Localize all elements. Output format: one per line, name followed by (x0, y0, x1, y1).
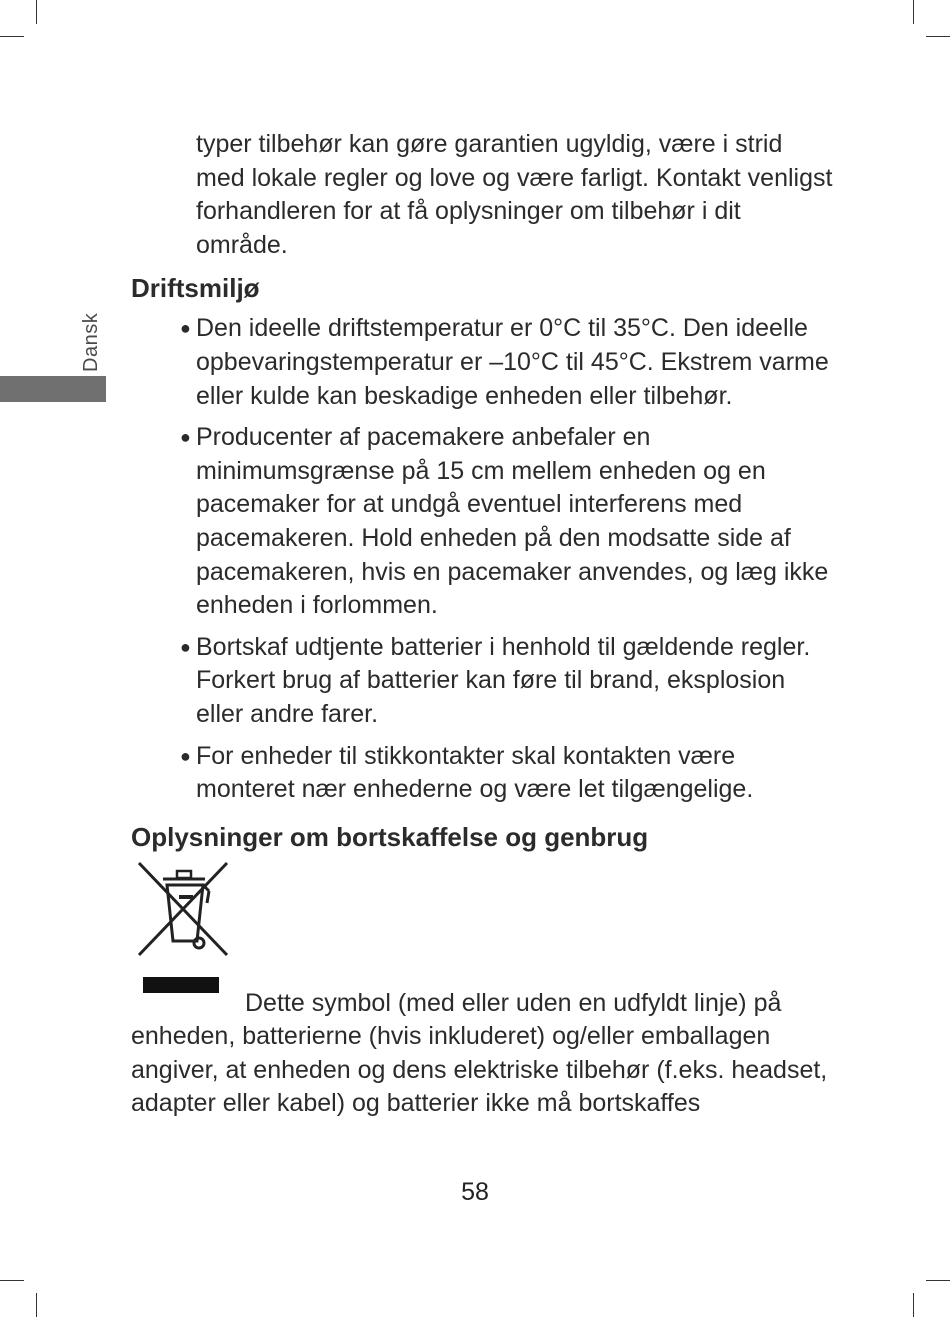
disposal-paragraph: Dette symbol (med eller uden en udfyldt linje) på enheden, batterierne (hvis inkluderet) og/eller emballagen angiver, at enheden og dens elektriske tilbehør (f.eks. headset, adapter eller kabel) og batterier ikke må bortskaffes (131, 988, 828, 1118)
operating-environment-list (131, 312, 831, 806)
page-number: 58 (461, 1178, 489, 1206)
bullet-icon: ● (180, 318, 191, 339)
language-tab-bar (0, 376, 106, 402)
list-item: ● Producenter af pacemakere anbefaler en minimumsgrænse på 15 cm mellem enheden og en pacemaker for at undgå eventuel interferens med pacemakeren. Hold enheden på den modsatte side af pacemakeren, hvis en pacemaker anvendes, og læg ikke enheden i forlommen. (180, 423, 829, 620)
bullet-icon: ● (180, 745, 191, 766)
list-item: ● Bortskaf udtjente batterier i henhold til gældende regler. Forkert brug af batterier kan føre til brand, eksplosion eller andre farer. (180, 632, 811, 728)
bullet-icon: ● (180, 427, 191, 448)
section-heading-operating-environment: Driftsmiljø (131, 273, 260, 304)
list-item: ● Den ideelle driftstemperatur er 0°C til 35°C. Den ideelle opbevaringstemperatur er –10°C til 45°C. Ekstrem varme eller kulde kan beskadige enheden eller tilbehør. (180, 314, 829, 410)
crop-mark (36, 1293, 37, 1317)
crop-mark (0, 1280, 24, 1281)
weee-solid-bar (143, 977, 219, 993)
crop-mark (913, 0, 914, 24)
crop-mark (926, 1280, 950, 1281)
list-item: ● For enheder til stikkontakter skal kontakten være monteret nær enhederne og være let tilgængelige. (180, 741, 754, 804)
crop-mark (36, 0, 37, 24)
crop-mark (926, 36, 950, 37)
bullet-icon: ● (180, 636, 191, 657)
language-tab-label: Dansk (80, 312, 102, 372)
weee-symbol (131, 861, 831, 993)
page-content (131, 128, 831, 1121)
crop-mark (913, 1293, 914, 1317)
crop-mark (0, 36, 24, 37)
section-heading-disposal: Oplysninger om bortskaffelse og genbrug (131, 821, 649, 852)
intro-paragraph: typer tilbehør kan gøre garantien ugyldig, være i strid med lokale regler og love og være farligt. Kontakt venligst forhandleren for at få oplysninger om tilbehør i dit område. (196, 130, 833, 259)
crossed-out-wheelie-bin-icon (133, 861, 233, 965)
